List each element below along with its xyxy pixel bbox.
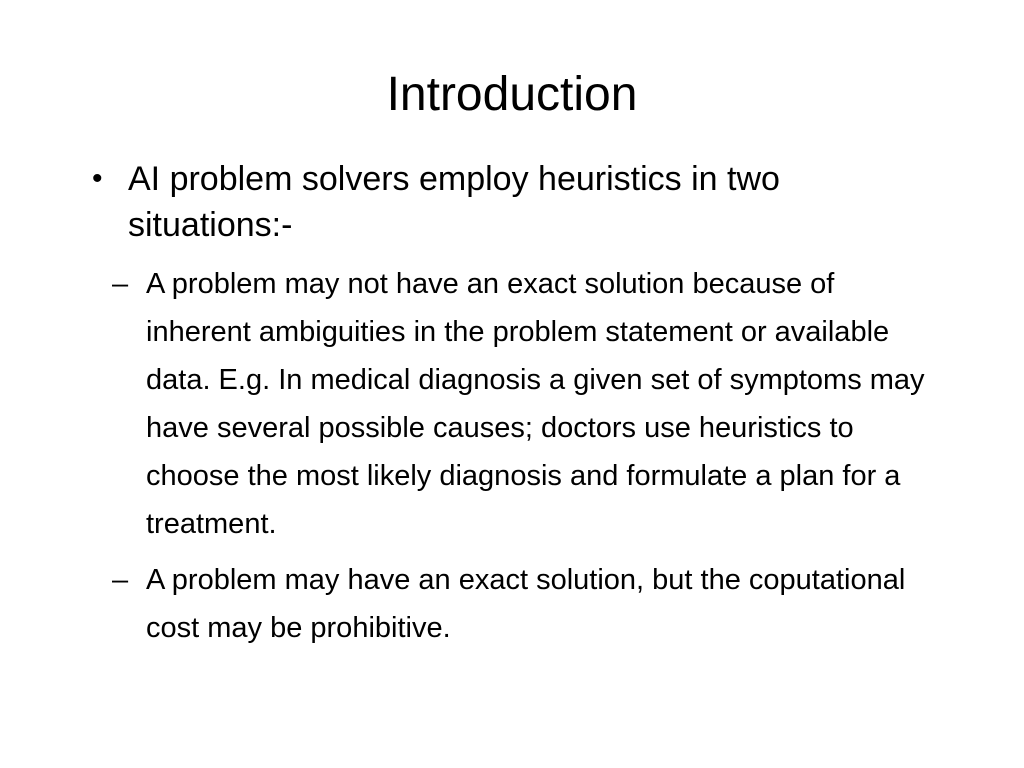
bullet-text: AI problem solvers employ heuristics in two situations:-	[128, 160, 780, 244]
sub-bullet-item	[112, 260, 946, 548]
bullet-item	[92, 156, 948, 248]
sub-bullet-text: A problem may not have an exact solution because of inherent ambiguities in the problem statement or available data. E.g. In medical diagnosis a given set of symptoms may have several possible causes; doctors use heuristics to choose the most likely diagnosis and formulate a plan for a treatment.	[146, 268, 925, 540]
bullet-marker: •	[92, 162, 103, 195]
sub-bullet-marker: –	[112, 564, 129, 596]
sub-bullet-marker: –	[112, 268, 129, 300]
sub-bullet-text: A problem may have an exact solution, but the coputational cost may be prohibitive.	[146, 564, 906, 644]
slide-title: Introduction	[386, 68, 638, 121]
sub-bullet-list	[0, 260, 1024, 652]
slide-content	[0, 156, 1024, 756]
sub-bullet-item	[112, 556, 946, 652]
